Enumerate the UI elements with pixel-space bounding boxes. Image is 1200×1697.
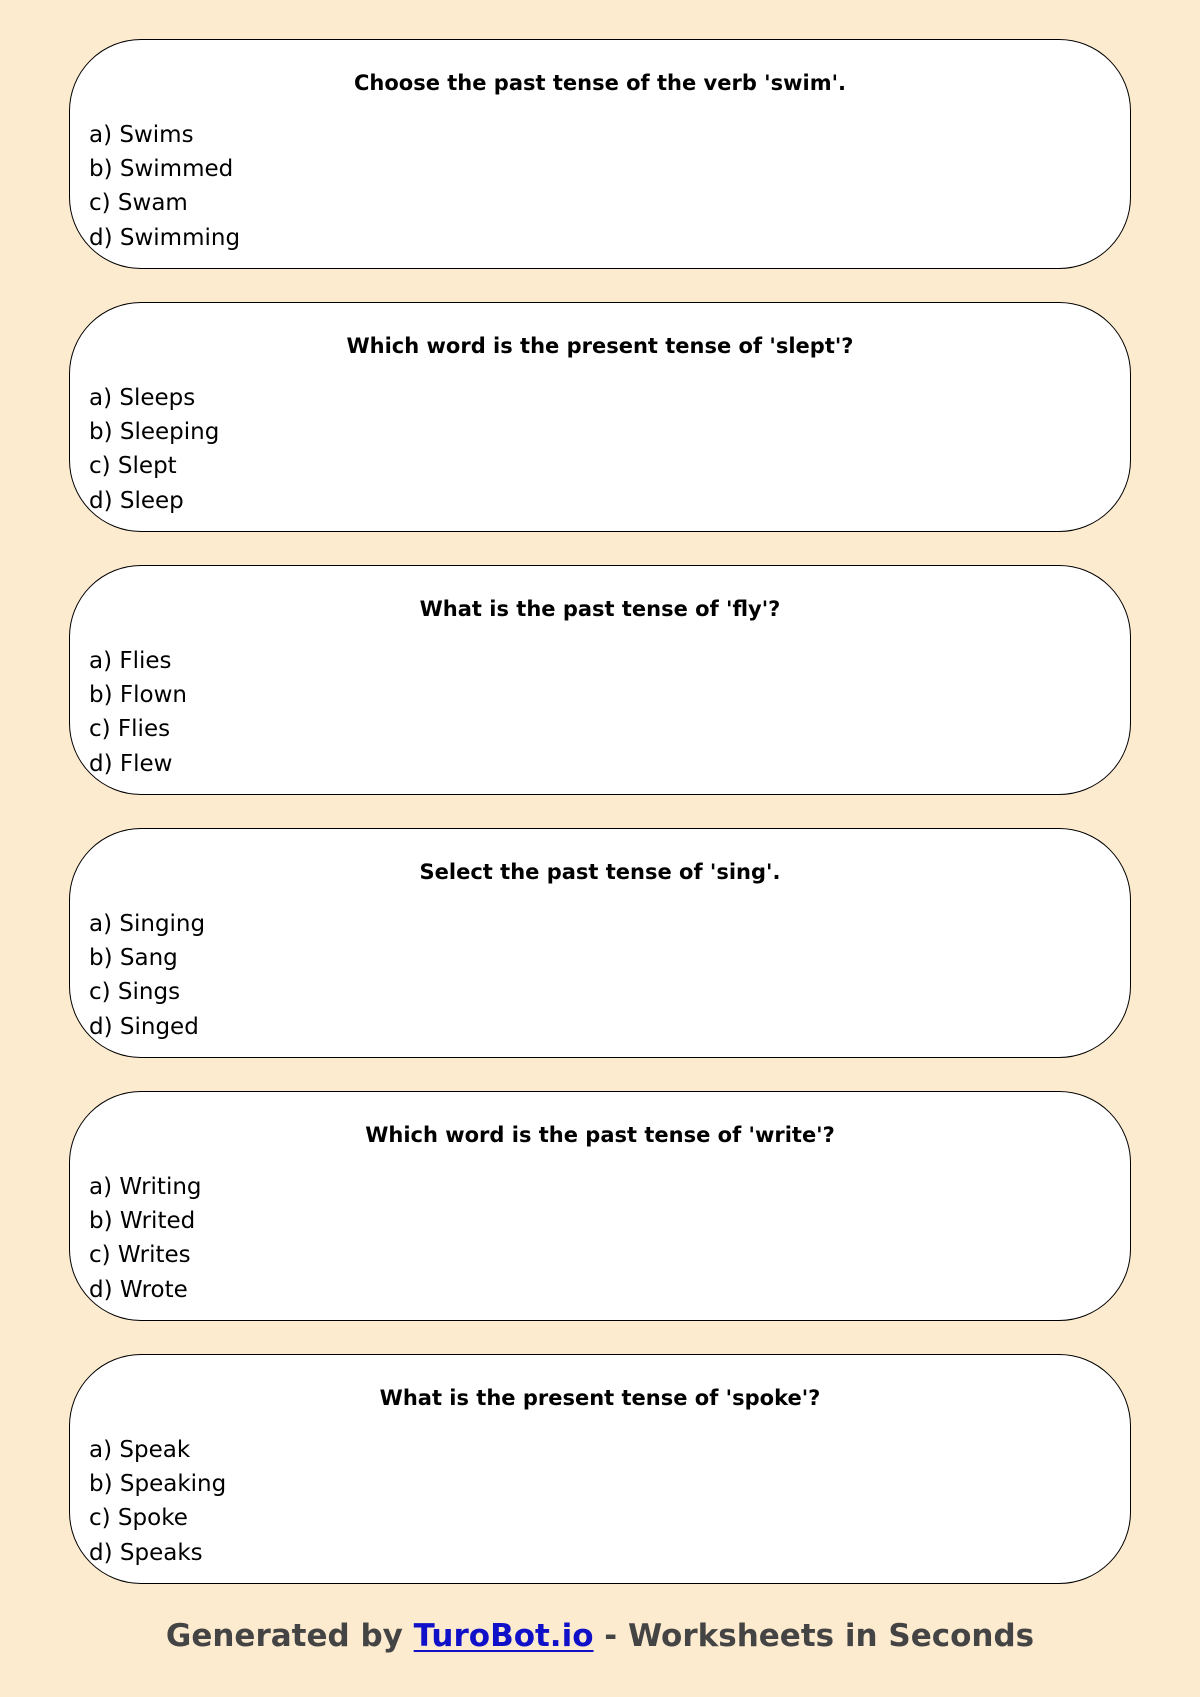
- question-card-2: [69, 302, 1131, 532]
- question-prompt: Which word is the past tense of 'write'?: [365, 1123, 835, 1147]
- options-list: [89, 118, 240, 255]
- options-list: [89, 1433, 226, 1570]
- option-c: c) Spoke: [89, 1505, 188, 1532]
- option-a: a) Singing: [89, 911, 206, 937]
- question-prompt: What is the present tense of 'spoke'?: [379, 1386, 821, 1410]
- options-list: [89, 907, 205, 1044]
- question-prompt: What is the past tense of 'fly'?: [419, 597, 781, 621]
- options-list: [89, 1170, 202, 1307]
- option-c: c) Writes: [89, 1242, 191, 1269]
- question-prompt: Select the past tense of 'sing'.: [419, 860, 781, 884]
- option-b: b) Sleeping: [89, 419, 220, 446]
- footer-prefix: Generated by: [165, 1618, 414, 1654]
- option-a: a) Writing: [89, 1174, 202, 1200]
- question-card-4: [69, 828, 1131, 1058]
- option-d: d) Singed: [89, 1013, 199, 1040]
- option-b: b) Swimmed: [89, 156, 234, 183]
- footer-suffix: - Worksheets in Seconds: [593, 1618, 1035, 1654]
- option-d: d) Speaks: [89, 1539, 203, 1566]
- option-c: c) Sings: [89, 979, 181, 1006]
- option-d: d) Sleep: [89, 487, 184, 514]
- question-card-3: [69, 565, 1131, 795]
- option-a: a) Sleeps: [89, 385, 196, 411]
- option-b: b) Writed: [89, 1208, 196, 1235]
- footer: [0, 1616, 1200, 1656]
- option-c: c) Swam: [89, 190, 188, 217]
- option-b: b) Speaking: [89, 1471, 227, 1498]
- question-card-5: [69, 1091, 1131, 1321]
- option-c: c) Slept: [89, 453, 177, 480]
- option-c: c) Flies: [89, 716, 171, 743]
- option-d: d) Wrote: [89, 1276, 188, 1303]
- options-list: [89, 381, 219, 518]
- option-d: d) Swimming: [89, 224, 241, 251]
- option-a: a) Flies: [89, 648, 172, 674]
- question-prompt: Which word is the present tense of 'slept'?: [346, 334, 854, 358]
- question-card-6: [69, 1354, 1131, 1584]
- option-a: a) Swims: [89, 122, 194, 148]
- question-prompt: Choose the past tense of the verb 'swim'.: [353, 71, 846, 95]
- option-b: b) Sang: [89, 945, 178, 972]
- question-card-1: [69, 39, 1131, 269]
- option-b: b) Flown: [89, 682, 187, 709]
- option-a: a) Speak: [89, 1437, 191, 1463]
- options-list: [89, 644, 187, 781]
- option-d: d) Flew: [89, 750, 173, 777]
- turobot-link[interactable]: TuroBot.io: [413, 1618, 594, 1654]
